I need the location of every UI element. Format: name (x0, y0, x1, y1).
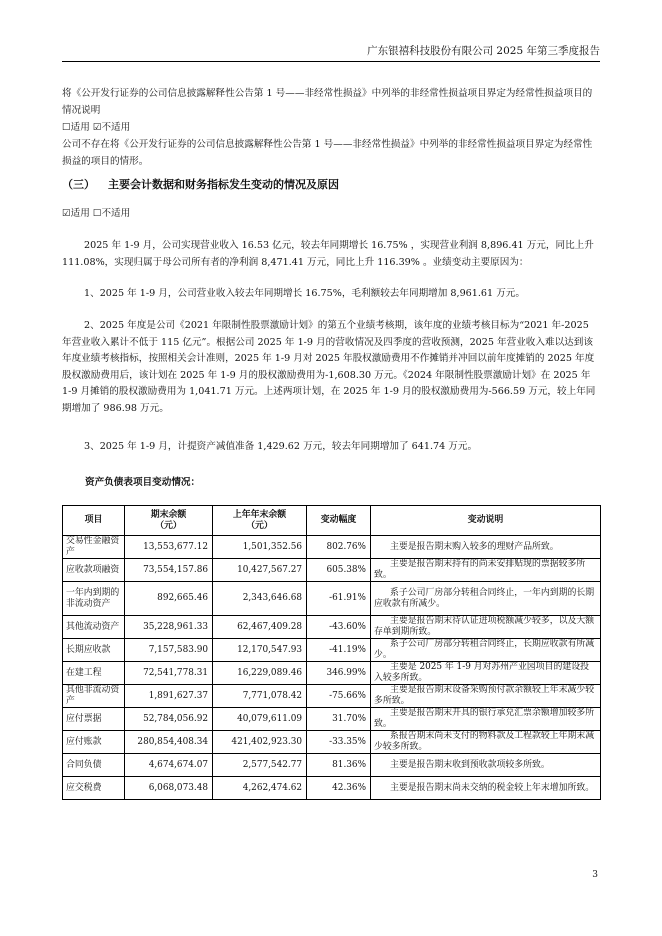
period-end-balance: 35,228,961.33 (125, 616, 213, 639)
header-period-end: 期末余额 （元） (125, 506, 213, 536)
item-name: 交易性金融资产 (63, 536, 125, 559)
change-rate: -33.35% (307, 731, 371, 754)
header-prior-year-end: 上年年末余额 （元） (213, 506, 307, 536)
table-header-row (63, 506, 601, 536)
table-row (63, 639, 601, 662)
header-item: 项目 (63, 506, 125, 536)
table-row (63, 536, 601, 559)
prior-year-end-balance: 40,079,611.09 (213, 708, 307, 731)
page-number: 3 (592, 870, 598, 880)
item-name: 应收款项融资 (63, 559, 125, 582)
period-end-balance: 72,541,778.31 (125, 662, 213, 685)
change-explanation: 主要是报告期末开具的银行承兑汇票余额增加较多所致。 (371, 708, 601, 731)
change-rate: -61.91% (307, 582, 371, 616)
item-name: 一年内到期的非流动资产 (63, 582, 125, 616)
change-explanation: 系报告期末尚未支付的物料款及工程款较上年期末减少较多所致。 (371, 731, 601, 754)
reason-paragraph-2: 2、2025 年度是公司《2021 年限制性股票激励计划》的第五个业绩考核期，该年度的业绩考核目标为“2021 年-2025 年营业收入累计不低于 115 亿元”。根据公司 2025 年 1-9 月的营收情况及四季度的营收预测，2025 年营业收入难以达到该年度业绩考核指标，按照相关会计准则，2025 年 1-9 月对 2025 年股权激励费用不作摊销并冲回以前年度摊销的 2025 年度股权激励费用后，该计划在 2025 年 1-9 月的股权激励费用为-1,608.30 万元。《2024 年限制性股票激励计划》在 2025 年 1-9 月摊销的股权激励费用为 1,041.71 万元。上述两项计划，在 2025 年 1-9 月的股权激励费用为-566.59 万元，较上年同期增加了 986.98 万元。 (62, 320, 596, 414)
period-end-balance: 1,891,627.37 (125, 685, 213, 708)
section-checkbox-line: ☑适用 ☐不适用 (62, 208, 131, 219)
change-explanation: 主要是报告期末设备采购预付款余额较上年末减少较多所致。 (371, 685, 601, 708)
period-end-balance: 280,854,408.34 (125, 731, 213, 754)
change-explanation: 主要是报告期末购入较多的理财产品所致。 (371, 536, 601, 559)
period-end-balance: 73,554,157.86 (125, 559, 213, 582)
page-header: 广东银禧科技股份有限公司 2025 年第三季度报告 (367, 45, 600, 57)
item-name: 应付票据 (63, 708, 125, 731)
header-change-rate: 变动幅度 (307, 506, 371, 536)
item-name: 其他流动资产 (63, 616, 125, 639)
table-row (63, 731, 601, 754)
table-title: 资产负债表项目变动情况： (85, 477, 201, 488)
prior-year-end-balance: 10,427,567.27 (213, 559, 307, 582)
prior-year-end-balance: 4,262,474.62 (213, 777, 307, 800)
prior-year-end-balance: 421,402,923.30 (213, 731, 307, 754)
section-heading (62, 176, 339, 192)
change-rate: -75.66% (307, 685, 371, 708)
intro-note: 公司不存在将《公开发行证券的公司信息披露解释性公告第 1 号——非经常性损益》中列举的非经常性损益项目界定为经常性损益的项目的情形。 (62, 139, 593, 167)
change-rate: 81.36% (307, 754, 371, 777)
prior-year-end-balance: 2,343,646.68 (213, 582, 307, 616)
period-end-balance: 4,674,674.07 (125, 754, 213, 777)
table-row (63, 559, 601, 582)
period-end-balance: 52,784,056.92 (125, 708, 213, 731)
item-name: 应交税费 (63, 777, 125, 800)
table-row (63, 616, 601, 639)
change-explanation: 主要是 2025 年 1-9 月对苏州产业园项目的建设投入较多所致。 (371, 662, 601, 685)
intro-checkbox-line: ☐适用 ☑不适用 (62, 122, 131, 133)
change-explanation: 主要是报告期末尚未交纳的税金较上年末增加所致。 (371, 777, 601, 800)
change-explanation: 主要是报告期末收到预收款项较多所致。 (371, 754, 601, 777)
change-rate: 42.36% (307, 777, 371, 800)
section-number: （三） (62, 178, 95, 191)
reason-paragraph-1: 1、2025 年 1-9 月，公司营业收入较去年同期增长 16.75%，毛利额较去年同期增加 8,961.61 万元。 (84, 288, 525, 299)
prior-year-end-balance: 7,771,078.42 (213, 685, 307, 708)
summary-paragraph: 2025 年 1-9 月，公司实现营业收入 16.53 亿元，较去年同期增长 16.75% ，实现营业利润 8,896.41 万元，同比上升 111.08%，实现归属于母公司所有者的净利润 8,471.41 万元，同比上升 116.39% 。业绩变动主要原因为： (62, 240, 594, 268)
change-rate: 346.99% (307, 662, 371, 685)
period-end-balance: 13,553,677.12 (125, 536, 213, 559)
period-end-balance: 6,068,073.48 (125, 777, 213, 800)
item-name: 应付账款 (63, 731, 125, 754)
table-row (63, 685, 601, 708)
intro-text: 将《公开发行证券的公司信息披露解释性公告第 1 号——非经常性损益》中列举的非经常性损益项目界定为经常性损益项目的情况说明 (62, 88, 593, 116)
reason-paragraph-3: 3、2025 年 1-9 月，计提资产减值准备 1,429.62 万元，较去年同期增加了 641.74 万元。 (84, 441, 478, 452)
header-explanation: 变动说明 (371, 506, 601, 536)
prior-year-end-balance: 16,229,089.46 (213, 662, 307, 685)
item-name: 合同负债 (63, 754, 125, 777)
prior-year-end-balance: 2,577,542.77 (213, 754, 307, 777)
prior-year-end-balance: 12,170,547.93 (213, 639, 307, 662)
section-title: 主要会计数据和财务指标发生变动的情况及原因 (108, 178, 339, 191)
change-rate: 31.70% (307, 708, 371, 731)
change-explanation: 系子公司厂房部分转租合同终止，一年内到期的长期应收款有所减少。 (371, 582, 601, 616)
change-explanation: 系子公司厂房部分转租合同终止，长期应收款有所减少。 (371, 639, 601, 662)
prior-year-end-balance: 1,501,352.56 (213, 536, 307, 559)
item-name: 在建工程 (63, 662, 125, 685)
table-row (63, 777, 601, 800)
table-row (63, 708, 601, 731)
change-rate: 802.76% (307, 536, 371, 559)
item-name: 长期应收款 (63, 639, 125, 662)
table-row (63, 662, 601, 685)
period-end-balance: 7,157,583.90 (125, 639, 213, 662)
change-rate: -43.60% (307, 616, 371, 639)
change-explanation: 主要是报告期末待认证进项税额减少较多，以及大额存单到期所致。 (371, 616, 601, 639)
table-row (63, 582, 601, 616)
header-divider (62, 61, 600, 62)
balance-sheet-changes-table (62, 505, 601, 800)
change-rate: 605.38% (307, 559, 371, 582)
table-row (63, 754, 601, 777)
item-name: 其他非流动资产 (63, 685, 125, 708)
change-rate: -41.19% (307, 639, 371, 662)
prior-year-end-balance: 62,467,409.28 (213, 616, 307, 639)
change-explanation: 主要是报告期末持有的尚未安排贴现的票据较多所致。 (371, 559, 601, 582)
period-end-balance: 892,665.46 (125, 582, 213, 616)
